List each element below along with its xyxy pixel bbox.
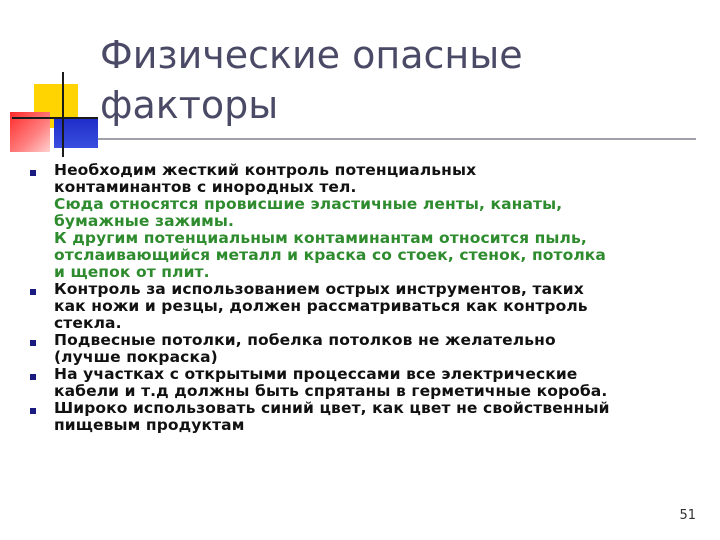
bullet-item — [30, 400, 706, 434]
bullet-marker-icon — [30, 289, 36, 295]
bullet-line: Необходим жесткий контроль потенциальных — [54, 161, 477, 179]
bullet-line: и щепок от плит. — [54, 263, 210, 281]
title-divider — [98, 138, 696, 140]
bullet-line: отслаивающийся металл и краска со стоек, стенок, потолка — [54, 246, 606, 264]
logo-horizontal-line — [12, 117, 98, 119]
bullet-line: (лучше покраска) — [54, 348, 218, 366]
page-number: 51 — [679, 508, 696, 523]
bullet-line: стекла. — [54, 314, 122, 332]
bullet-line: Сюда относятся провисшие эластичные ленты, канаты, — [54, 195, 563, 213]
bullet-line: кабели и т.д должны быть спрятаны в герметичные короба. — [54, 382, 608, 400]
bullet-line: На участках с открытыми процессами все электрические — [54, 365, 578, 383]
bullet-marker-icon — [30, 340, 36, 346]
bullet-line: как ножи и резцы, должен рассматриваться как контроль — [54, 297, 588, 315]
bullet-line: пищевым продуктам — [54, 416, 245, 434]
bullet-item — [30, 332, 706, 366]
bullet-item — [30, 162, 706, 281]
bullet-line: бумажные зажимы. — [54, 212, 235, 230]
logo-vertical-line — [62, 72, 64, 157]
bullet-marker-icon — [30, 374, 36, 380]
bullet-line: Подвесные потолки, побелка потолков не желательно — [54, 331, 556, 349]
bullet-item — [30, 366, 706, 400]
slide-title: Физические опасные факторы — [100, 33, 523, 127]
bullet-line: контаминантов с инородных тел. — [54, 178, 357, 196]
bullet-line: Контроль за использованием острых инструментов, таких — [54, 280, 584, 298]
bullet-line: К другим потенциальным контаминантам относится пыль, — [54, 229, 587, 247]
bullet-list — [30, 162, 706, 434]
bullet-item — [30, 281, 706, 332]
logo-blue-square — [54, 118, 98, 148]
bullet-marker-icon — [30, 408, 36, 414]
bullet-line: Широко использовать синий цвет, как цвет не свойственный — [54, 399, 610, 417]
bullet-marker-icon — [30, 170, 36, 176]
